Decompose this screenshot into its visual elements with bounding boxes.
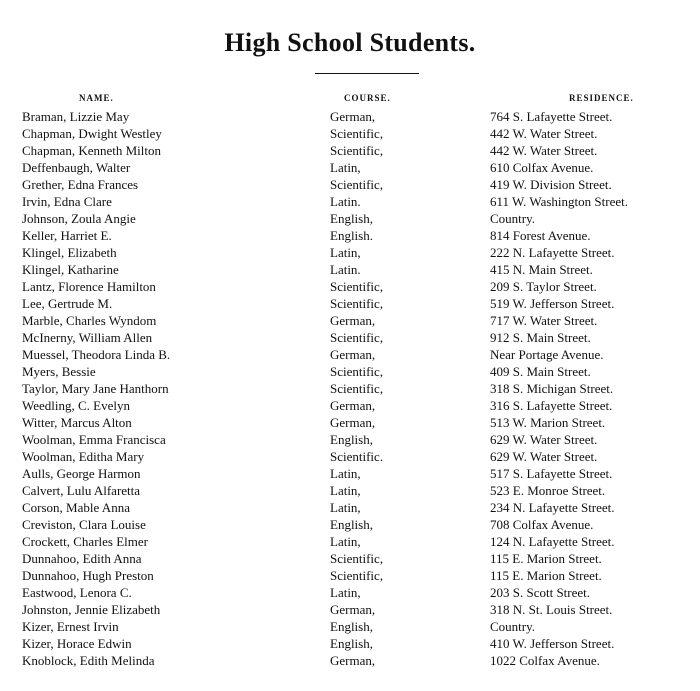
student-row (0, 618, 700, 635)
student-name: Lantz, Florence Hamilton (22, 279, 156, 294)
student-name: Dunnahoo, Edith Anna (22, 551, 142, 566)
student-residence: 318 N. St. Louis Street. (490, 602, 613, 617)
student-course: Scientific, (330, 279, 384, 294)
student-course: Scientific. (330, 449, 384, 464)
student-row (0, 584, 700, 601)
student-residence: 316 S. Lafayette Street. (490, 398, 613, 413)
student-row (0, 397, 700, 414)
student-row (0, 380, 700, 397)
header-name: NAME. (79, 93, 114, 103)
student-row (0, 550, 700, 567)
student-course: Scientific, (330, 568, 384, 583)
student-row (0, 414, 700, 431)
student-name: Calvert, Lulu Alfaretta (22, 483, 141, 498)
student-row (0, 244, 700, 261)
student-course: Latin. (330, 194, 361, 209)
header-residence: RESIDENCE. (569, 93, 634, 103)
student-course: Scientific, (330, 143, 384, 158)
student-row (0, 533, 700, 550)
student-course: English. (330, 228, 373, 243)
student-course: English, (330, 211, 373, 226)
student-row (0, 108, 700, 125)
student-residence: Country. (490, 211, 536, 226)
student-course: English, (330, 432, 373, 447)
student-residence: 629 W. Water Street. (490, 449, 598, 464)
student-name: Corson, Mable Anna (22, 500, 130, 515)
student-row (0, 329, 700, 346)
student-residence: 409 S. Main Street. (490, 364, 591, 379)
student-row (0, 159, 700, 176)
student-row (0, 482, 700, 499)
student-course: Latin, (330, 160, 361, 175)
student-name: Klingel, Elizabeth (22, 245, 117, 260)
student-course: Scientific, (330, 381, 384, 396)
student-name: Myers, Bessie (22, 364, 96, 379)
student-residence: 442 W. Water Street. (490, 126, 598, 141)
student-residence: 124 N. Lafayette Street. (490, 534, 615, 549)
student-name: Marble, Charles Wyndom (22, 313, 157, 328)
student-residence: 115 E. Marion Street. (490, 551, 602, 566)
student-name: Keller, Harriet E. (22, 228, 112, 243)
student-row (0, 210, 700, 227)
student-course: English, (330, 636, 373, 651)
student-row (0, 346, 700, 363)
student-name: Knoblock, Edith Melinda (22, 653, 155, 668)
student-row (0, 635, 700, 652)
student-row (0, 312, 700, 329)
student-row (0, 567, 700, 584)
student-residence: 717 W. Water Street. (490, 313, 598, 328)
student-course: German, (330, 602, 376, 617)
student-name: Johnson, Zoula Angie (22, 211, 136, 226)
student-name: Crockett, Charles Elmer (22, 534, 148, 549)
student-residence: 610 Colfax Avenue. (490, 160, 594, 175)
student-course: Scientific, (330, 330, 384, 345)
student-name: Creviston, Clara Louise (22, 517, 146, 532)
student-course: Scientific, (330, 177, 384, 192)
student-name: Irvin, Edna Clare (22, 194, 112, 209)
student-row (0, 227, 700, 244)
student-name: Lee, Gertrude M. (22, 296, 113, 311)
student-course: Latin, (330, 245, 361, 260)
student-row (0, 601, 700, 618)
student-residence: Country. (490, 619, 536, 634)
student-course: German, (330, 398, 376, 413)
student-residence: 410 W. Jefferson Street. (490, 636, 615, 651)
student-course: Scientific, (330, 551, 384, 566)
student-row (0, 363, 700, 380)
student-course: German, (330, 415, 376, 430)
page-title: High School Students. (224, 28, 476, 57)
student-row (0, 125, 700, 142)
student-name: McInerny, William Allen (22, 330, 153, 345)
student-name: Kizer, Horace Edwin (22, 636, 132, 651)
title-underline (315, 73, 419, 74)
student-residence: 419 W. Division Street. (490, 177, 612, 192)
student-residence: 203 S. Scott Street. (490, 585, 591, 600)
student-name: Eastwood, Lenora C. (22, 585, 132, 600)
student-course: Scientific, (330, 364, 384, 379)
student-name: Weedling, C. Evelyn (22, 398, 130, 413)
student-name: Woolman, Editha Mary (22, 449, 145, 464)
student-residence: 513 W. Marion Street. (490, 415, 606, 430)
student-residence: 442 W. Water Street. (490, 143, 598, 158)
student-residence: 611 W. Washington Street. (490, 194, 628, 209)
student-name: Kizer, Ernest Irvin (22, 619, 119, 634)
student-name: Johnston, Jennie Elizabeth (22, 602, 161, 617)
student-residence: 1022 Colfax Avenue. (490, 653, 600, 668)
student-row (0, 176, 700, 193)
student-residence: Near Portage Avenue. (490, 347, 604, 362)
student-course: German, (330, 653, 376, 668)
student-course: English, (330, 517, 373, 532)
student-name: Grether, Edna Frances (22, 177, 139, 192)
student-residence: 234 N. Lafayette Street. (490, 500, 615, 515)
student-row (0, 261, 700, 278)
student-residence: 415 N. Main Street. (490, 262, 593, 277)
student-course: Latin. (330, 262, 361, 277)
student-name: Woolman, Emma Francisca (22, 432, 166, 447)
student-name: Witter, Marcus Alton (22, 415, 132, 430)
student-course: English, (330, 619, 373, 634)
student-name: Chapman, Dwight Westley (22, 126, 162, 141)
student-row (0, 448, 700, 465)
student-name: Chapman, Kenneth Milton (22, 143, 162, 158)
student-residence: 222 N. Lafayette Street. (490, 245, 615, 260)
student-course: Latin, (330, 483, 361, 498)
student-row (0, 499, 700, 516)
student-row (0, 516, 700, 533)
student-course: Scientific, (330, 126, 384, 141)
student-row (0, 278, 700, 295)
student-residence: 517 S. Lafayette Street. (490, 466, 613, 481)
header-course: COURSE. (344, 93, 391, 103)
student-course: Latin, (330, 466, 361, 481)
student-course: German, (330, 347, 376, 362)
student-row (0, 652, 700, 669)
student-row (0, 431, 700, 448)
student-residence: 764 S. Lafayette Street. (490, 109, 613, 124)
student-name: Braman, Lizzie May (22, 109, 130, 124)
student-row (0, 193, 700, 210)
student-residence: 209 S. Taylor Street. (490, 279, 597, 294)
student-name: Aulls, George Harmon (22, 466, 141, 481)
student-residence: 318 S. Michigan Street. (490, 381, 614, 396)
student-course: Latin, (330, 534, 361, 549)
student-name: Taylor, Mary Jane Hanthorn (22, 381, 169, 396)
student-row (0, 142, 700, 159)
student-row (0, 465, 700, 482)
student-residence: 629 W. Water Street. (490, 432, 598, 447)
student-name: Dunnahoo, Hugh Preston (22, 568, 154, 583)
student-course: German, (330, 313, 376, 328)
student-residence: 708 Colfax Avenue. (490, 517, 594, 532)
student-course: Scientific, (330, 296, 384, 311)
student-name: Deffenbaugh, Walter (22, 160, 131, 175)
student-row (0, 295, 700, 312)
student-residence: 523 E. Monroe Street. (490, 483, 606, 498)
student-name: Muessel, Theodora Linda B. (22, 347, 171, 362)
student-list (0, 108, 700, 669)
student-course: Latin, (330, 585, 361, 600)
student-course: Latin, (330, 500, 361, 515)
student-residence: 115 E. Marion Street. (490, 568, 602, 583)
student-residence: 912 S. Main Street. (490, 330, 591, 345)
student-course: German, (330, 109, 376, 124)
student-residence: 519 W. Jefferson Street. (490, 296, 615, 311)
student-residence: 814 Forest Avenue. (490, 228, 591, 243)
student-name: Klingel, Katharine (22, 262, 119, 277)
